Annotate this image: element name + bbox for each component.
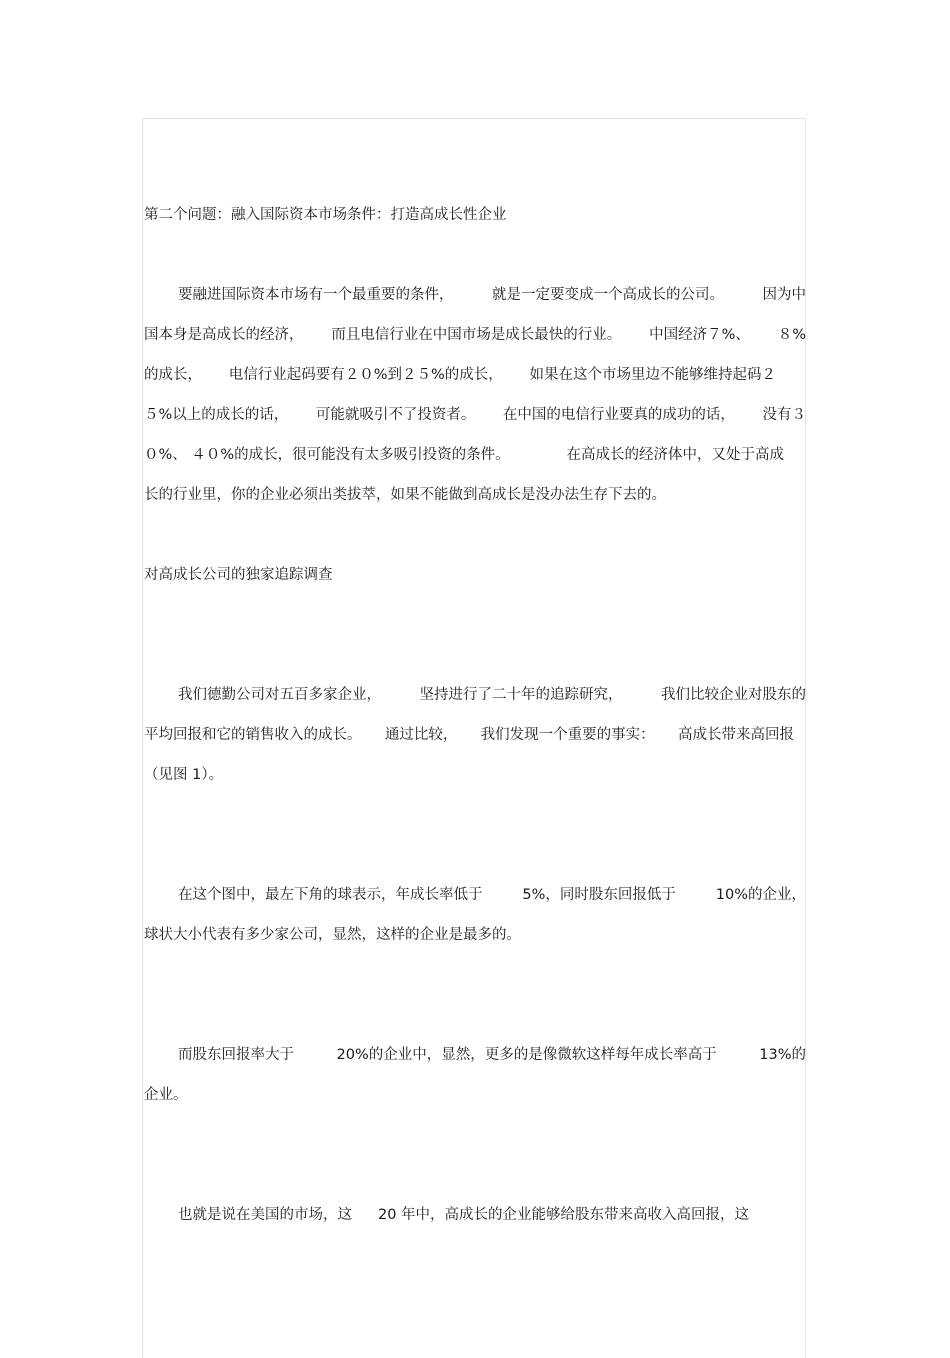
text-run: 的成长，	[144, 367, 202, 383]
paragraph-line	[144, 885, 806, 905]
text-run: 我们比较企业对股东的	[661, 687, 806, 703]
paragraph-line	[144, 1085, 806, 1105]
paragraph-line	[144, 365, 776, 385]
text-run: 中国经济７%、	[649, 327, 750, 343]
text-run: （见图 1）。	[144, 767, 224, 783]
text-run: 就是一定要变成一个高成长的公司。	[492, 287, 724, 303]
text-run: 要融进国际资本市场有一个最重要的条件，	[178, 287, 454, 303]
text-run: 电信行业起码要有２０%到２５%的成长，	[228, 367, 503, 383]
heading-text: 第二个问题：融入国际资本市场条件：打造高成长性企业	[144, 207, 507, 223]
text-run: 平均回报和它的销售收入的成长。	[144, 727, 362, 743]
text-run: 球状大小代表有多少家公司，显然，这样的企业是最多的。	[144, 927, 521, 943]
text-run: 可能就吸引不了投资者。	[315, 407, 476, 423]
paragraph-line	[144, 325, 806, 345]
text-run: 如果在这个市场里边不能够维持起码２	[529, 367, 776, 383]
paragraph-line	[144, 285, 806, 305]
text-run: 在高成长的经济体中，又处于高成	[566, 447, 784, 463]
text-run: 20%的企业中，显然，更多的是像微软这样每年成长率高于	[336, 1047, 717, 1063]
text-run: 在这个图中，最左下角的球表示，年成长率低于	[178, 887, 483, 903]
text-run: 国本身是高成长的经济，	[144, 327, 304, 343]
text-run: 长的行业里，你的企业必须出类拔萃，如果不能做到高成长是没办法生存下去的。	[144, 487, 666, 503]
text-run: 坚持进行了二十年的追踪研究，	[419, 687, 623, 703]
text-run: 通过比较，	[384, 727, 458, 743]
text-run: 也就是说在美国的市场，这	[178, 1207, 352, 1223]
text-run: 因为中	[762, 287, 806, 303]
text-run: 而股东回报率大于	[178, 1047, 294, 1063]
text-run: ８%	[777, 327, 806, 343]
text-run: 在中国的电信行业要真的成功的话，	[502, 407, 735, 423]
text-run: 而且电信行业在中国市场是成长最快的行业。	[331, 327, 622, 343]
text-run: 我们德勤公司对五百多家企业，	[178, 687, 381, 703]
section-heading	[144, 205, 806, 225]
text-run: 没有３	[762, 407, 806, 423]
text-run: 10%的企业，	[715, 887, 806, 903]
paragraph-line	[144, 765, 806, 785]
paragraph-line	[144, 1205, 764, 1225]
text-run: 20 年中，高成长的企业能够给股东带来高收入高回报，这	[378, 1207, 750, 1223]
text-run: ５%以上的成长的话，	[144, 407, 289, 423]
paragraph-line	[144, 925, 806, 945]
paragraph-line	[144, 485, 806, 505]
text-run: 高成长带来高回报	[677, 727, 794, 743]
paragraph-line	[144, 445, 784, 465]
paragraph-line	[144, 1045, 806, 1065]
text-run: ０%、 ４０%的成长，很可能没有太多吸引投资的条件。	[144, 447, 510, 463]
paragraph-line	[144, 405, 806, 425]
heading-text: 对高成长公司的独家追踪调查	[144, 567, 333, 583]
text-run: 我们发现一个重要的事实：	[480, 727, 655, 743]
text-run: 5%，同时股东回报低于	[522, 887, 676, 903]
text-run: 企业。	[144, 1087, 188, 1103]
text-run: 13%的	[759, 1047, 806, 1063]
section-heading	[144, 565, 806, 585]
paragraph-line	[144, 725, 794, 745]
paragraph-line	[144, 685, 806, 705]
